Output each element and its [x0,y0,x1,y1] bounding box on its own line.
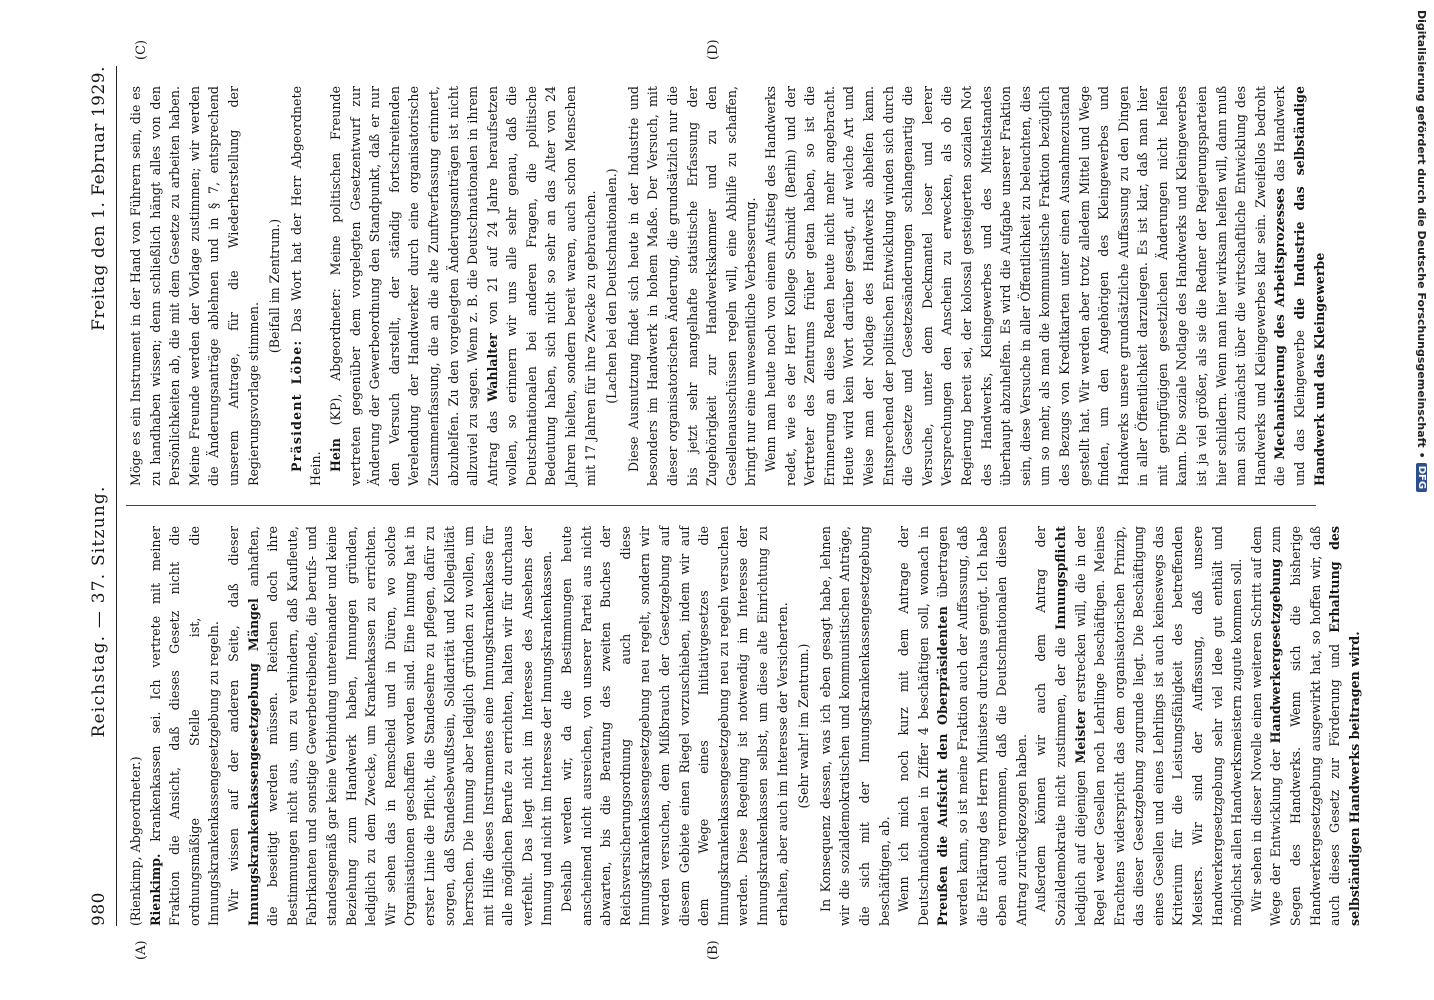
session-date: Freitag den 1. Februar 1929. [89,66,109,331]
paragraph [894,526,1031,926]
paragraph-text: Deshalb werden wir, da die Bestimmungen heute anscheinend nicht ausreichen, von unserer Partei aus nicht abwarten, bis die Beratung des zweiten Buches der Reichsversicherungsordnung auch diese Innungskrankenkassengesetzgebung neu regelt, sondern wir werden versuchen, dem Mißbrauch der Gesetzgebung auf diesem Gebiete einen Riegel vorzuschieben, indem wir auf dem Wege eines Initiativgesetzes die Innungskrankenkassengesetzgebung neu zu regeln versuchen werden. Diese Regelung ist notwendig im Interesse der Innungskrankenkassen selbst, um diese alte Einrichtung zu erhalten, aber auch im Interesse der Versicherten. [559,526,790,926]
margin-letter-b: (B) [706,940,721,960]
margin-letter-c: (C) [134,39,149,60]
page-number: 980 [89,892,109,926]
paragraph-text: Wenn man heute noch von einem Aufstieg des Handwerks redet, wie es der Herr Kollege Schmidt (Berlin) und der Vertreter des Zentrums früher getan haben, so ist die Erinnerung an diese Reden heute nicht mehr angebracht. Heute wird kein Wort darüber gesagt, auf welche Art und Weise man der Notlage des Handwerks abhelfen kann. Entsprechend der politischen Entwicklung winden sich durch die Gesetze und Gesetzesänderungen schlangenartig die Versuche, unter dem Deckmantel loser und leerer Versprechungen den Anschein zu erwecken, als ob die Regierung bereit sei, der kolossal gesteigerten sozialen Not des Handwerks, Kleingewerbes und des Mittelstandes überhaupt abzuhelfen. Es wird die Aufgabe unserer Fraktion sein, diese Versuche in aller Öffentlichkeit zu beleuchten, dies um so mehr, als man die kommunistische Fraktion bezüglich des Bezugs von Kreditkarten unter einen Ausnahmezustand gestellt hat. Wir werden aber trotz alledem Mittel und Wege finden, um den Angehörigen des Kleingewerbes und Handwerks unsere grundsätzliche Auffassung zu den Dingen in aller Öffentlichkeit darzulegen. Es ist klar, daß man hier mit geringfügigen gesetzlichen Änderungen nicht helfen kann. Die soziale Notlage des Handwerks und Kleingewerbes ist ja viel größer, als sie die Redner der Regierungsparteien hier schildern. Wenn man hier wirksam helfen will, dann muß man sich zunächst über die wirtschaftliche Entwicklung des Handwerks und Kleingewerbes klar sein. Zweifellos bedroht die [763,86,1288,486]
interjection: (Sehr wahr! im Zentrum.) [796,643,812,809]
paragraph-text: krankenkassen sei. Ich vertrete mit meiner Fraktion die Ansicht, daß dieses Gesetz nicht die ordnungsmäßige Stelle ist, die Innungskrankenkassengesetzgebung zu regeln. [147,526,222,926]
emphasis-text: Innungspflicht [1052,526,1068,630]
paragraph [1247,526,1365,926]
margin-letter-d: (D) [706,39,721,60]
paragraph-text: von 21 auf 24 Jahre heraufsetzen wollen, so erinnern wir uns alle sehr genau, daß die Deutschnationalen bei anderen Fragen, die politische Bedeutung haben, sich nicht so sehr an das Alter von 24 Jahren hielten, sondern bereit waren, auch schon Menschen mit 17 Jahren für ihre Zwecke zu gebrauchen. [484,86,598,486]
emphasis-text: Handwerkergesetzgebung [1268,558,1284,744]
column-divider [126,505,1316,506]
speaker-name: Präsident Löbe: [288,339,304,472]
margin-letter-a: (A) [134,940,149,960]
interjection: (Beifall im Zentrum.) [267,218,283,354]
paragraph [224,526,557,926]
paragraph-text: erstrecken will, die in der Regel weder Gesellen noch Lehrlinge beschäftigen. Meines Erachtens widerspricht das dem organisatorischen Prinzip, das dieser Gesetzgebung zugrunde liegt. Die Beschäftigung eines Gesellen und eines Lehrlings ist auch keineswegs das Kriterium für die Leistungsfähigkeit des betreffenden Meisters. Wir sind der Auffassung, daß unsere Handwerkergesetzgebung sehr viel Idee gut enthält und möglichst allen Handwerksmeistern zugute kommen soll. [1072,526,1245,926]
paragraph-text: (KP), Abgeordneter: Meine politischen Freunde vertreten gegenüber dem vorgelegten Gesetzentwurf zur Änderung der Gewerbeordnung den Standpunkt, daß er nur den Versuch darstellt, der ständig fortschreitenden Verelendung der Handwerker durch eine organisatorische Zusammenfassung, die an die alte Zunftverfassung erinnert, abzuhelfen. Zu den vorgelegten Änderungsanträgen ist nicht allzuviel zu sagen. Wenn z. B. die Deutschnationalen in ihrem Antrag das [327,86,500,486]
emphasis-text: Meister [1072,709,1088,764]
page-header [86,66,112,926]
paragraph [624,86,761,486]
paragraph-text: Wir wissen auf der anderen Seite, daß dieser [225,526,241,912]
session-title: Reichstag. — 37. Sitzung. [89,485,109,738]
credit-text: Digitalisierung gefördert durch die Deutsche Forschungsgemeinschaft [1415,10,1428,448]
paragraph-text: Außerdem können wir auch dem Antrag der Sozialdemokratie nicht zustimmen, der die [1033,526,1068,926]
paragraph-text: anhaften, die beseitigt werden müssen. Reichen doch ihre Bestimmungen nicht aus, um zu verhindern, daß Kaufleute, Fabrikanten und sonstige Gewerbetreibende, die berufs- und standesgemäß gar keine Verbindung untereinander und keine Beziehung zum Handwerk haben, Innungen gründen, lediglich zu dem Zwecke, um Krankenkassen zu errichten. Wir sehen das in Remscheid und in Düren, wo solche Organisationen geschaffen worden sind. Eine Innung hat in erster Linie die Pflicht, die Standesehre zu pflegen, dafür zu sorgen, daß Standesbewußtsein, Solidarität und Kollegialität herrschen. Die Innung aber lediglich gründen zu wollen, um mit Hilfe dieses Instrumentes eine Innungskrankenkasse für alle möglichen Berufe zu errichten, halten wir für durchaus verfehlt. Das liegt nicht im Interesse des Ansehens der Innung und nicht im Interesse der Innungskrankenkassen. [245,526,555,926]
emphasis-text: die Industrie das selbständige Handwerk und das Kleingewerbe [1292,86,1327,486]
emphasis-text: Preußen die Aufsicht den Oberpräsidenten [935,606,951,926]
paragraph-text: In Konsequenz dessen, was ich eben gesagt habe, lehnen wir die sozialdemokratischen und kommunistischen Anträge, die sich mit der Innungskrankenkassengesetzgebung beschäftigen, ab. [817,526,892,926]
paragraph [326,86,600,486]
paragraph [816,526,894,926]
paragraph-text: Möge es ein Instrument in der Hand von Führern sein, die es zu handhaben wissen; denn schließlich hängt alles von den Persönlichkeiten ab, die mit dem Gesetze zu arbeiten haben. Meine Freunde werden der Vorlage zustimmen; wir werden die Änderungsanträge ablehnen und in § 7, entsprechend unserem Antrage, für die Wiederherstellung der Regierungsvorlage stimmen. [128,86,261,486]
emphasis-text: Innungskrankenkassengesetzgebung Mängel [245,598,261,926]
header-rule [116,66,117,926]
left-column [126,526,1362,926]
interjection: (Lachen bei den Deutschnationalen.) [604,168,620,404]
paragraph [1031,526,1247,926]
paragraph-text: Wir sehen in dieser Novelle einen weiteren Schritt auf dem Wege der Entwicklung der [1248,526,1284,926]
paragraph [761,86,1329,486]
speaker-name: Hein [327,438,343,472]
paragraph [287,86,326,486]
speaker-ref: (Rienkimp, Abgeordneter.) [128,756,143,926]
rotated-document-page [86,39,1362,960]
dfg-logo: DFG [1416,463,1427,492]
digitization-credit: Digitalisierung gefördert durch die Deutsche Forschungsgemeinschaft • DFG [1408,10,1428,970]
paragraph-text: das Handwerk und das Kleingewerbe [1272,85,1308,486]
right-column [126,85,1327,486]
paragraph-text: zum Segen des Handwerks. Wenn sich die bisherige Handwerkergesetzgebung ausgewirkt hat, so hoffen wir, daß auch dieses Gesetz zur Förderung und [1268,526,1343,926]
paragraph-text: lediglich auf diejenigen [1072,770,1088,926]
paragraph-text: Diese Ausnutzung findet sich heute in der Industrie und besonders im Handwerk in hohem Maße. Der Versuch, mit dieser organisatorischen Änderung, die grundsätzlich nur die bis jetzt sehr mangelhafte statistische Erfassung der Zugehörigkeit zur Handwerkskammer und zu den Gesellenausschüssen regeln will, eine Abhilfe zu schaffen, bringt nur eine unwesentliche Verbesserung. [625,86,759,486]
emphasis-text: Erhaltung des selbständigen Handwerks beitragen wird. [1327,526,1362,926]
paragraph [146,526,224,926]
speaker-reference [126,526,146,926]
emphasis-text: Wahlalter [484,333,500,402]
paragraph [557,526,792,926]
speaker-name: Rienkimp. [147,853,163,926]
paragraph-text: übertragen werden kann, so ist meine Fraktion auch der Auffassung, daß die Erklärung des Herrn Ministers durchaus genügt. Ich habe eben auch vernommen, daß die Deutschnationalen diesen Antrag zurückgezogen haben. [935,526,1029,926]
paragraph [126,86,263,486]
paragraph-text: Das Wort hat der Herr Abgeordnete Hein. [288,86,324,486]
paragraph-text: Wenn ich mich noch kurz mit dem Antrage der Deutschnationalen in Ziffer 4 beschäftigen soll, wonach in [896,526,931,926]
emphasis-text: Mechanisierung des Arbeitsprozesses [1272,187,1288,460]
